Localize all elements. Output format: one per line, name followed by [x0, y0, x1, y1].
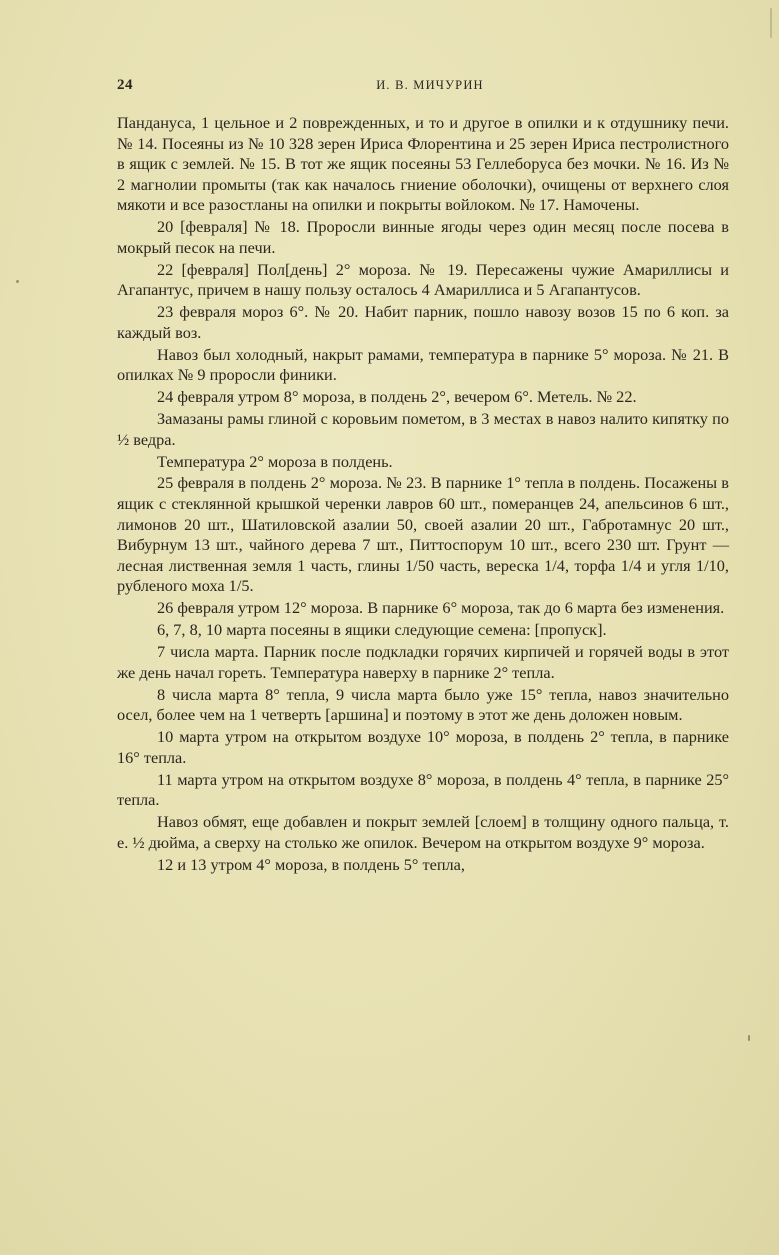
paragraph-1: Панданyса, 1 цельное и 2 поврежденных, и то и другое в опилки и к отдушнику печи. № 14. Посеяны из № 10 328 зерен Ириса Флорентина и 25 зерен Ириса пестролистного в ящик с землей. № 15. В тот же ящик посеяны 53 Геллеборуса без мочки. № 16. Из № 2 магнолии промыты (так как началось гниение оболочки), очищены от верхнего слоя мякоти и все разостланы на опилки и покрыты войлоком. № 17. Намочены.	[117, 113, 729, 215]
paragraph-13: 8 числа марта 8° тепла, 9 числа марта было уже 15° тепла, навоз значительно осел, более чем на 1 четверть [аршина] и поэтому в этот же день доложен новым.	[117, 684, 729, 725]
paragraph-17: 12 и 13 утром 4° мороза, в полдень 5° тепла,	[157, 854, 465, 874]
page-number: 24	[117, 77, 133, 93]
paragraph-9: 25 февраля в полдень 2° мороза. № 23. В парнике 1° тепла в полдень. Посажены в ящик с стеклянной крышкой черенки лавров 60 шт., померанцев 24, апельсинов 6 шт., лимонов 20 шт., Шатиловской азалии 50, своей азалии 20 шт., Габротамнус 20 шт., Вибурнум 13 шт., чайного дерева 7 шт., Питтоспорум 10 шт., всего 230 шт. Грунт — лесная лиственная земля 1 часть, глины 1/50 часть, вереска 1/4, торфа 1/4 и угля 1/10, рубленого моха 1/5.	[117, 473, 729, 596]
paragraph-3: 22 [февраля] Пол[день] 2° мороза. № 19. Пересажены чужие Амариллисы и Агапантус, причем в нашу пользу осталось 4 Амариллиса и 5 Агапантусов.	[117, 259, 729, 300]
paragraph-12: 7 числа марта. Парник после подкладки горячих кирпичей и горячей воды в этот же день начал гореть. Температура наверху в парнике 2° тепла.	[117, 642, 729, 682]
running-title: И. В. МИЧУРИН	[376, 78, 484, 92]
body-text	[117, 113, 729, 876]
paragraph-2: 20 [февраля] № 18. Проросли винные ягоды через один месяц после посева в мокрый песок на печи.	[117, 217, 729, 257]
paragraph-5: Навоз был холодный, накрыт рамами, температура в парнике 5° мороза. № 21. В опилках № 9 проросли финики.	[117, 344, 729, 385]
paragraph-7: Замазаны рамы глиной с коровьим пометом, в 3 местах в навоз налито кипятку по ½ ведра.	[117, 409, 729, 449]
paragraph-16: Навоз обмят, еще добавлен и покрыт землей [слоем] в толщину одного пальца, т. е. ½ дюйма, а сверху на столько же опилок. Вечером на открытом воздухе 9° мороза.	[117, 812, 729, 852]
paragraph-10: 26 февраля утром 12° мороза. В парнике 6° мороза, так до 6 марта без изменения.	[157, 598, 725, 618]
paper-speck	[16, 280, 19, 283]
paragraph-11: 6, 7, 8, 10 марта посеяны в ящики следующие семена: [пропуск].	[157, 620, 607, 640]
page-header	[117, 77, 729, 97]
paragraph-14: 10 марта утром на открытом воздухе 10° мороза, в полдень 2° тепла, в парнике 16° тепла.	[117, 727, 729, 767]
paragraph-15: 11 марта утром на открытом воздухе 8° мороза, в полдень 4° тепла, в парнике 25° тепла.	[117, 769, 729, 810]
paragraph-4: 23 февраля мороз 6°. № 20. Набит парник, пошло навозу возов 15 по 6 коп. за каждый воз.	[117, 302, 729, 342]
paragraph-6: 24 февраля утром 8° мороза, в полдень 2°, вечером 6°. Метель. № 22.	[157, 387, 637, 407]
paragraph-8: Температура 2° мороза в полдень.	[157, 451, 393, 471]
paper-speck	[770, 8, 772, 38]
paper-speck	[748, 1035, 750, 1041]
